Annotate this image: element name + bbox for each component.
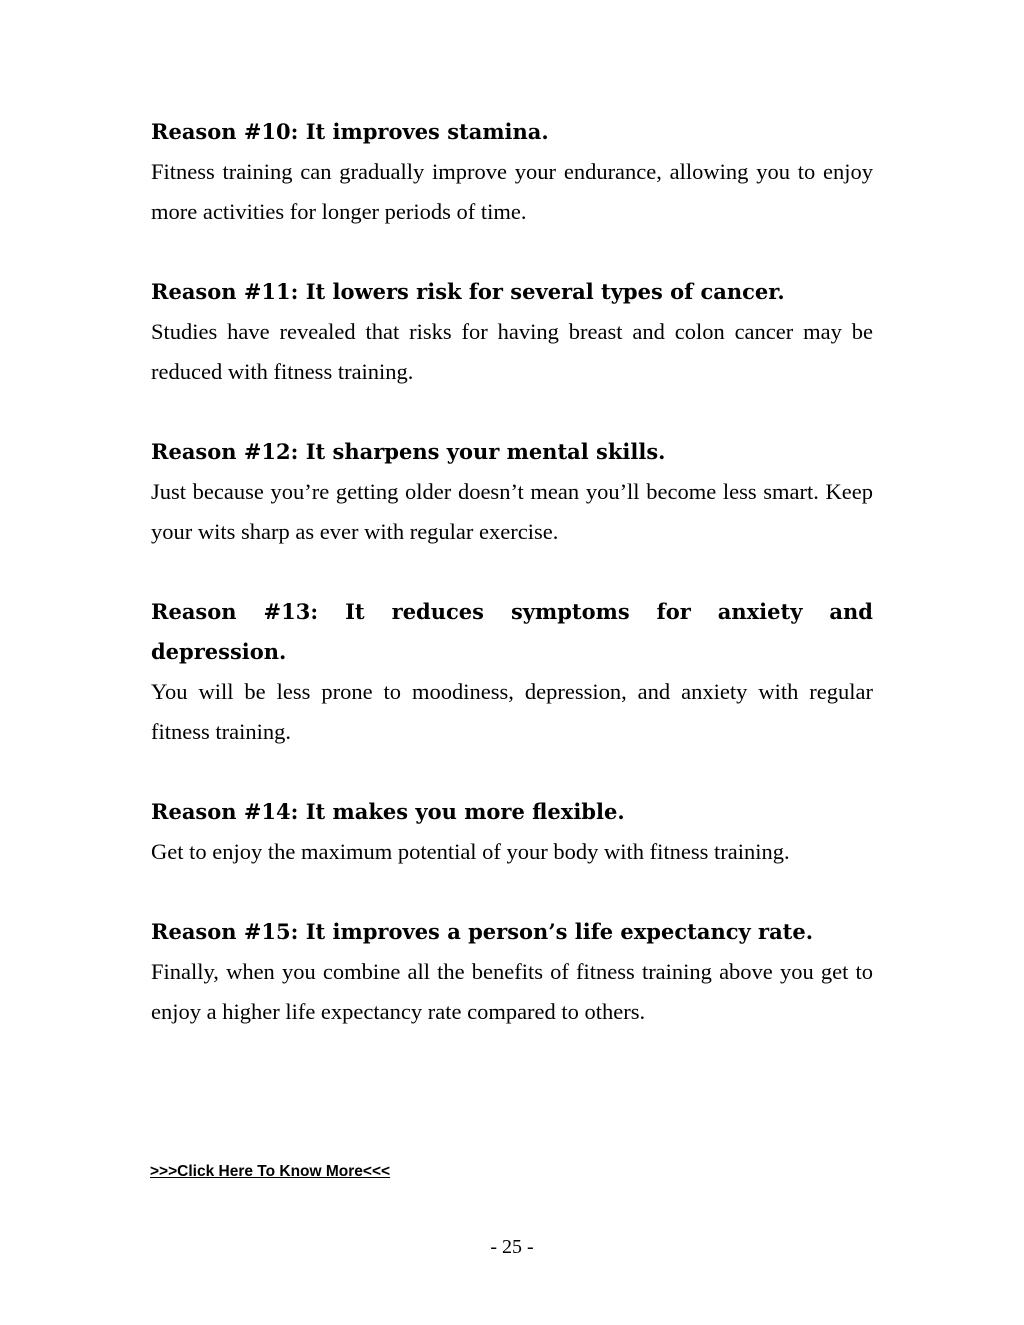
reason-section-10 bbox=[151, 112, 873, 232]
reason-section-12 bbox=[151, 432, 873, 552]
know-more-link[interactable]: >>>Click Here To Know More<<< bbox=[150, 1163, 391, 1180]
reason-heading: Reason #10: It improves stamina. bbox=[151, 119, 549, 144]
reason-section-13 bbox=[151, 592, 873, 752]
document-body bbox=[151, 112, 873, 1072]
cta-container bbox=[150, 1161, 390, 1181]
reason-section-15 bbox=[151, 912, 873, 1032]
reason-body: You will be less prone to moodiness, depression, and anxiety with regular fitness training. bbox=[151, 679, 873, 744]
reason-body: Fitness training can gradually improve your endurance, allowing you to enjoy more activities for longer periods of time. bbox=[151, 159, 873, 224]
reason-body: Get to enjoy the maximum potential of your body with fitness training. bbox=[151, 839, 790, 864]
reason-body: Studies have revealed that risks for having breast and colon cancer may be reduced with fitness training. bbox=[151, 319, 873, 384]
reason-body: Finally, when you combine all the benefits of fitness training above you get to enjoy a higher life expectancy rate compared to others. bbox=[151, 959, 873, 1024]
reason-heading: Reason #12: It sharpens your mental skills. bbox=[151, 439, 666, 464]
reason-section-11 bbox=[151, 272, 873, 392]
reason-heading: Reason #14: It makes you more flexible. bbox=[151, 799, 625, 824]
page-number: - 25 - bbox=[490, 1236, 534, 1258]
reason-heading: Reason #13: It reduces symptoms for anxiety and depression. bbox=[151, 599, 873, 664]
reason-heading: Reason #15: It improves a person’s life expectancy rate. bbox=[151, 919, 814, 944]
reason-heading: Reason #11: It lowers risk for several types of cancer. bbox=[151, 279, 785, 304]
reason-section-14 bbox=[151, 792, 873, 872]
reason-body: Just because you’re getting older doesn’t mean you’ll become less smart. Keep your wits sharp as ever with regular exercise. bbox=[151, 479, 873, 544]
